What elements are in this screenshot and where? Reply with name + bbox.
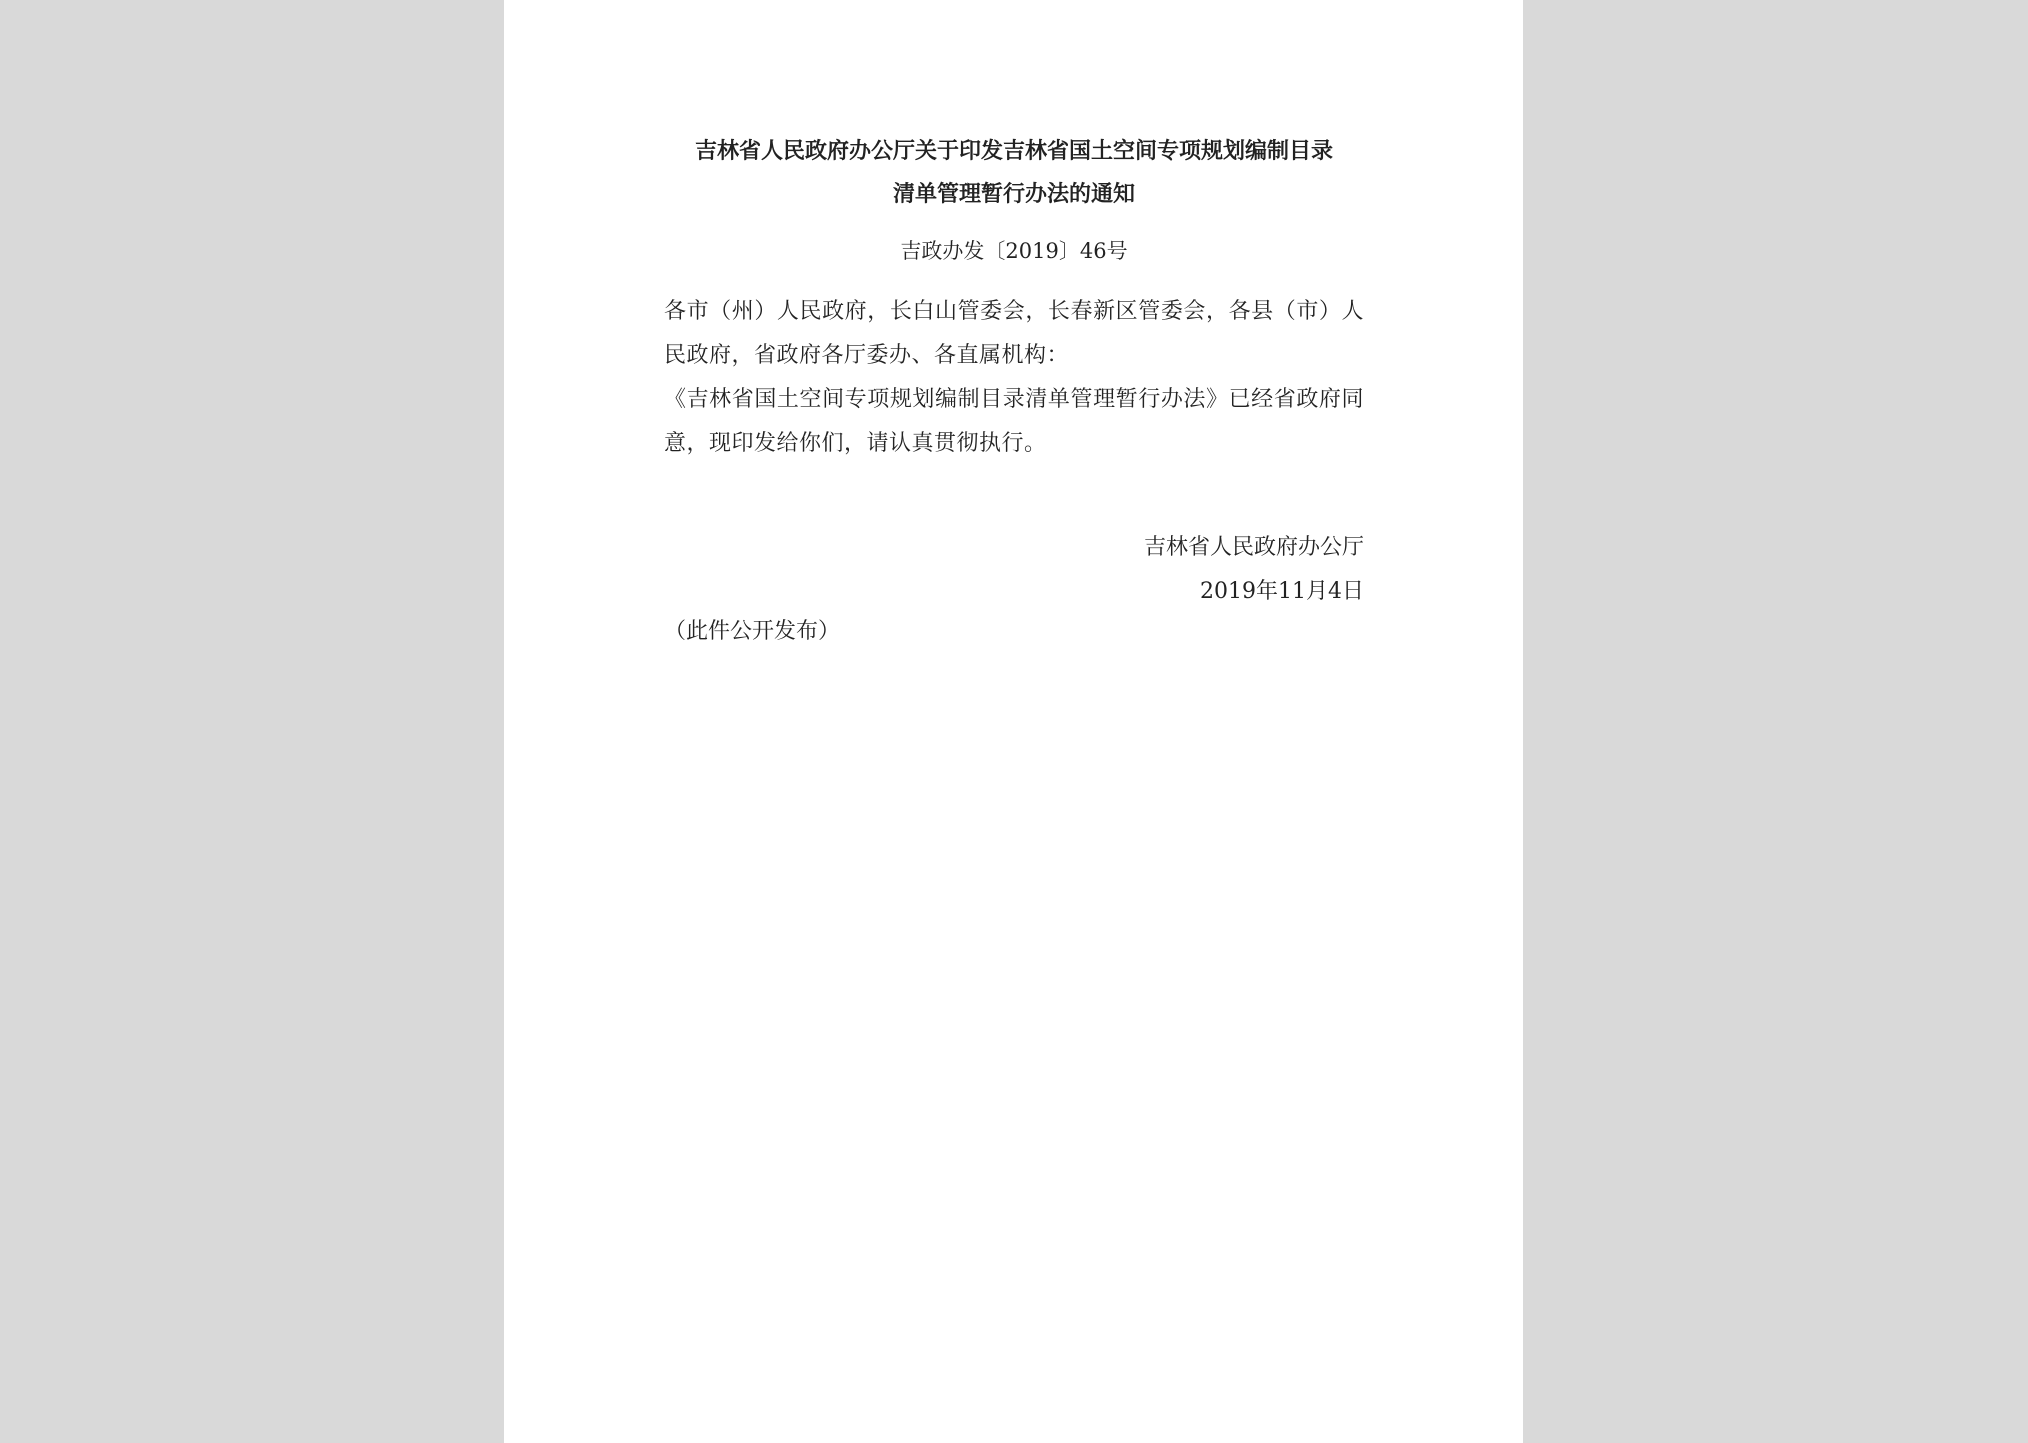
signature-block: [664, 526, 1364, 614]
issuer-name: 吉林省人民政府办公厅: [1143, 535, 1364, 560]
title-line-2: 清单管理暂行办法的通知: [892, 182, 1135, 207]
title-line-1: 吉林省人民政府办公厅关于印发吉林省国土空间专项规划编制目录: [694, 139, 1333, 164]
body-paragraph: 《吉林省国土空间专项规划编制目录清单管理暂行办法》已经省政府同意，现印发给你们，请认真贯彻执行。: [664, 387, 1364, 456]
issue-date: 2019年11月4日: [1200, 579, 1364, 604]
document-title: [664, 130, 1364, 216]
document-number: 吉政办发〔2019〕46号: [900, 239, 1128, 263]
document-page: [504, 0, 1523, 1443]
addressee: 各市（州）人民政府，长白山管委会，长春新区管委会，各县（市）人民政府，省政府各厅委办、各直属机构：: [664, 299, 1364, 368]
publish-note: （此件公开发布）: [664, 619, 841, 644]
document-content: [664, 130, 1364, 654]
